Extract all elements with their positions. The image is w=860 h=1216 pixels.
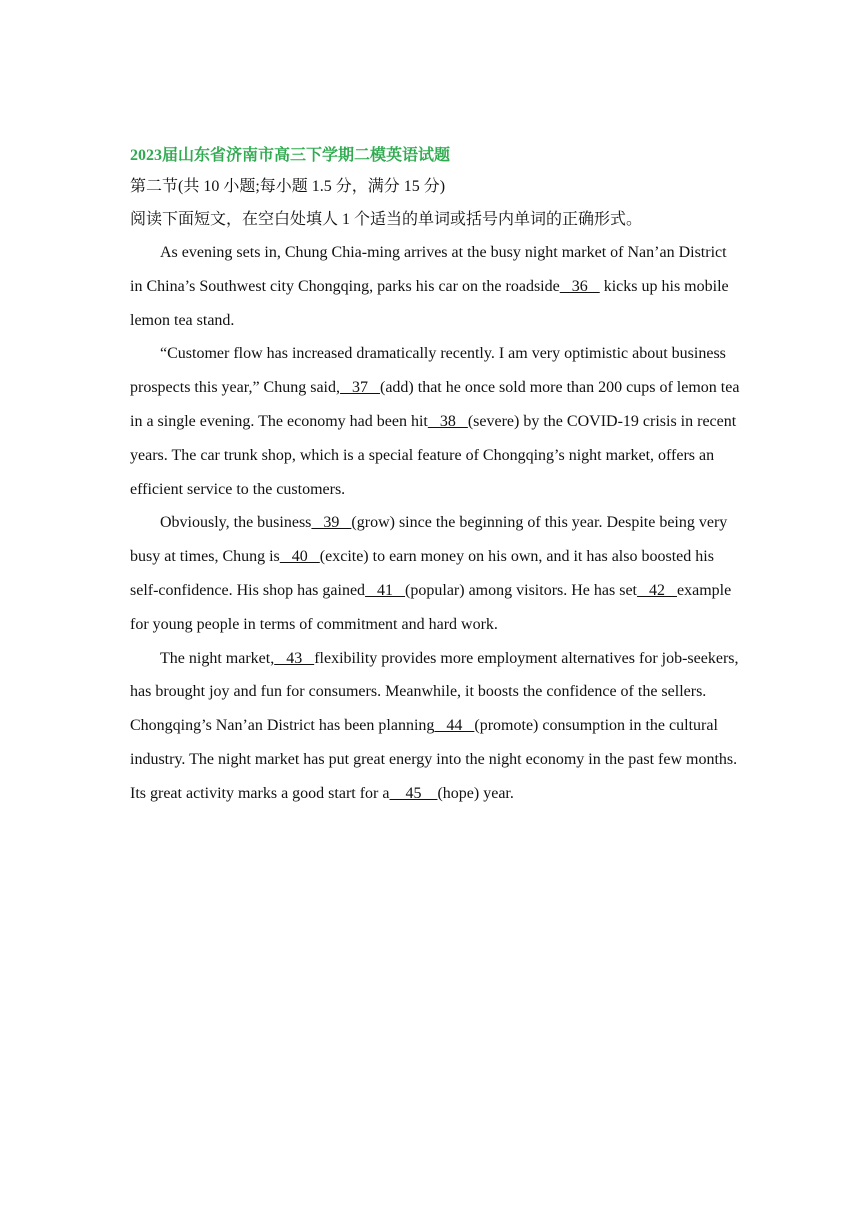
p2-text-2: (add) that he once sold more than 200 cups of lemon tea in a single evening. The economy had been hit (130, 379, 740, 430)
blank-38: 38 (427, 412, 468, 430)
blank-41: 41 (365, 581, 406, 599)
p1-text-1: As evening sets in, Chung Chia-ming arrives at the busy night market of Nan’an District in China’s Southwest city Chongqing, parks his car on the roadside (130, 244, 727, 295)
blank-36: 36 (559, 277, 600, 295)
section-header: 第二节(共 10 小题;每小题 1.5 分，满分 15 分) (130, 178, 446, 195)
p1-text-2: kicks up his mobile lemon tea stand. (130, 277, 729, 329)
p2-text-3: (severe) by the COVID-19 crisis in recent years. The car trunk shop, which is a special feature of Chongqing’s night market, offers an efficient service to the customers. (130, 412, 737, 498)
document-content (130, 142, 740, 811)
blank-42: 42 (637, 581, 677, 599)
blank-37: 37 (339, 379, 380, 397)
p3-text-1: Obviously, the business (160, 514, 312, 532)
p3-text-2: (grow) since the beginning of this year. Despite being very busy at times, Chung is (130, 514, 728, 566)
blank-44: 44 (434, 717, 475, 735)
blank-40: 40 (279, 548, 320, 566)
blank-45: 45 (389, 784, 438, 802)
paragraph-4 (130, 642, 740, 811)
p4-text-1: The night market, (160, 649, 275, 667)
p3-text-5: example for young people in terms of commitment and hard work. (130, 581, 732, 633)
p4-text-3: (promote) consumption in the cultural industry. The night market has put great energy into the night economy in the past few months. Its great activity marks a good start for a (130, 717, 738, 802)
paragraph-1 (130, 236, 740, 337)
paragraph-3 (130, 506, 740, 641)
p2-text-1: “Customer flow has increased dramatically recently. I am very optimistic about business prospects this year,” Chung said, (130, 345, 726, 397)
instructions: 阅读下面短文，在空白处填人 1 个适当的单词或括号内单词的正确形式。 (130, 211, 643, 228)
p4-text-2: flexibility provides more employment alternatives for job-seekers, has brought joy and fun for consumers. Meanwhile, it boosts the confidence of the sellers. Chongqing’s Nan’an District has been planning (130, 649, 739, 735)
exam-title: 2023届山东省济南市高三下学期二模英语试题 (130, 147, 451, 164)
p3-text-3: (excite) to earn money on his own, and it has also boosted his self-confidence. His shop has gained (130, 548, 714, 599)
p3-text-4: (popular) among visitors. He has set (405, 581, 637, 599)
blank-43: 43 (274, 649, 315, 667)
blank-39: 39 (311, 514, 352, 532)
p4-text-4: (hope) year. (437, 784, 514, 802)
paragraph-2 (130, 337, 740, 506)
